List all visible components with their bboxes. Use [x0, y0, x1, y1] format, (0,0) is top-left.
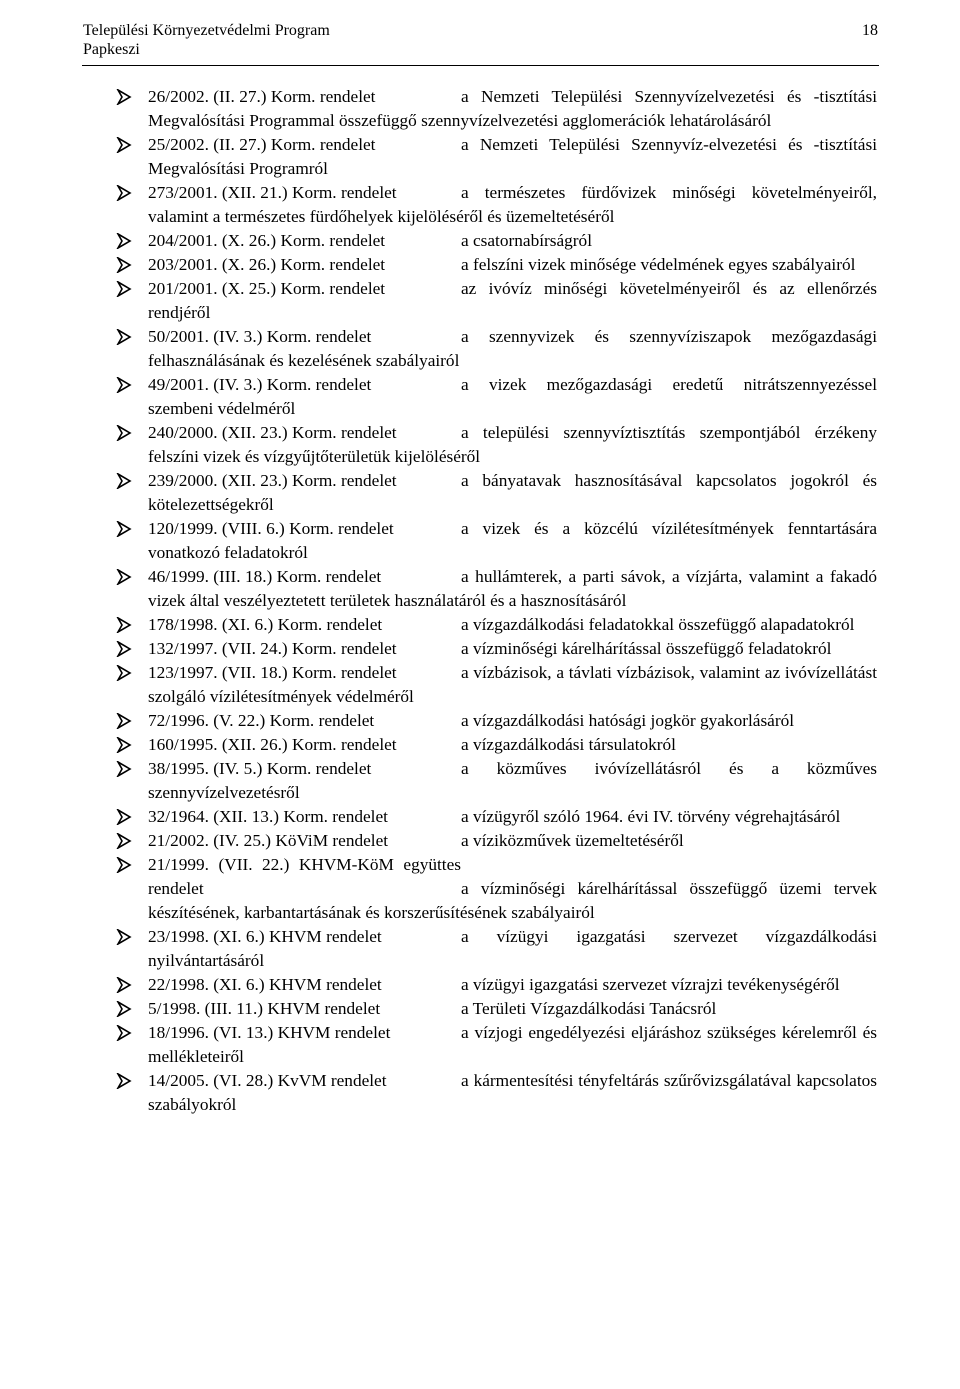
regulation-description: a vízgazdálkodási társulatokról [461, 735, 676, 754]
list-item [0, 1069, 960, 1117]
page-header [83, 21, 878, 59]
arrow-bullet-icon [116, 425, 132, 441]
arrow-bullet-icon [116, 281, 132, 297]
list-item-text [148, 85, 877, 133]
arrow-bullet-icon [116, 569, 132, 585]
list-item [0, 469, 960, 517]
regulation-reference: 22/1998. (XI. 6.) KHVM rendelet [148, 975, 382, 994]
regulation-reference: 120/1999. (VIII. 6.) Korm. rendelet [148, 519, 394, 538]
regulation-reference: 72/1996. (V. 22.) Korm. rendelet [148, 711, 375, 730]
regulation-reference: 38/1995. (IV. 5.) Korm. rendelet [148, 759, 372, 778]
list-item-text [148, 829, 877, 853]
arrow-bullet-icon [116, 713, 132, 729]
list-item [0, 181, 960, 229]
arrow-bullet-icon [116, 737, 132, 753]
regulation-description: a hullámterek, a parti sávok, a vízjárta, valamint a fakadó vizek által veszélyeztetett területek használatáról és a hasznosításáról [148, 567, 877, 610]
regulation-reference: 132/1997. (VII. 24.) Korm. rendelet [148, 639, 397, 658]
list-item-text [148, 637, 877, 661]
regulation-reference: 46/1999. (III. 18.) Korm. rendelet [148, 567, 382, 586]
list-item-text [148, 517, 877, 565]
regulation-description: a közműves ivóvízellátásról és a közműves szennyvízelvezetésről [148, 759, 877, 802]
list-item-text [148, 805, 877, 829]
regulation-reference: 21/2002. (IV. 25.) KöViM rendelet [148, 831, 389, 850]
page-number: 18 [862, 22, 878, 39]
regulation-description: a vízügyi igazgatási szervezet vízgazdálkodási nyilvántartásáról [148, 927, 877, 970]
list-item [0, 637, 960, 661]
regulation-reference: 23/1998. (XI. 6.) KHVM rendelet [148, 927, 382, 946]
regulation-description: a vizek és a közcélú vízilétesítmények fenntartására vonatkozó feladatokról [148, 519, 877, 562]
list-item [0, 805, 960, 829]
regulation-description: a víziközművek üzemeltetéséről [461, 831, 684, 850]
regulation-description: a vízminőségi kárelhárítással összefüggő üzemi tervek készítésének, karbantartásának és korszerűsítésének szabályairól [148, 879, 877, 922]
list-item-text [148, 757, 877, 805]
list-item [0, 997, 960, 1021]
list-item-text [148, 613, 877, 637]
header-subtitle: Papkeszi [83, 41, 140, 58]
regulation-reference: 240/2000. (XII. 23.) Korm. rendelet [148, 423, 397, 442]
arrow-bullet-icon [116, 185, 132, 201]
list-item-text [148, 181, 877, 229]
regulation-description: a települési szennyvíztisztítás szempontjából érzékeny felszíni vizek és vízgyűjtőterületük kijelöléséről [148, 423, 877, 466]
arrow-bullet-icon [116, 761, 132, 777]
regulation-reference: 201/2001. (X. 25.) Korm. rendelet [148, 279, 386, 298]
arrow-bullet-icon [116, 929, 132, 945]
regulation-reference: 273/2001. (XII. 21.) Korm. rendelet [148, 183, 397, 202]
arrow-bullet-icon [116, 473, 132, 489]
list-item-text [148, 1069, 877, 1117]
regulation-reference: 160/1995. (XII. 26.) Korm. rendelet [148, 735, 397, 754]
regulation-reference: 49/2001. (IV. 3.) Korm. rendelet [148, 375, 372, 394]
arrow-bullet-icon [116, 521, 132, 537]
arrow-bullet-icon [116, 617, 132, 633]
regulation-description: a Területi Vízgazdálkodási Tanácsról [461, 999, 717, 1018]
regulation-description: a bányatavak hasznosításával kapcsolatos jogokról és kötelezettségekről [148, 471, 877, 514]
header-title: Települési Környezetvédelmi Program [83, 22, 330, 39]
regulation-reference: 21/1999. (VII. 22.) KHVM-KöM együttes rendelet [148, 855, 461, 898]
list-item [0, 229, 960, 253]
list-item-text [148, 733, 877, 757]
regulation-reference: 204/2001. (X. 26.) Korm. rendelet [148, 231, 386, 250]
list-item [0, 757, 960, 805]
list-item [0, 133, 960, 181]
arrow-bullet-icon [116, 257, 132, 273]
regulation-description: a vízgazdálkodási feladatokkal összefüggő alapadatokról [461, 615, 855, 634]
list-item [0, 517, 960, 565]
arrow-bullet-icon [116, 329, 132, 345]
list-item-text [148, 925, 877, 973]
arrow-bullet-icon [116, 377, 132, 393]
list-item [0, 1021, 960, 1069]
regulation-description: a Nemzeti Települési Szennyvíz-elvezetési és -tisztítási Megvalósítási Programról [148, 135, 877, 178]
list-item-text [148, 469, 877, 517]
list-item [0, 565, 960, 613]
legislation-list [0, 85, 960, 1117]
regulation-description: a Nemzeti Települési Szennyvízelvezetési és -tisztítási Megvalósítási Programmal összefüggő szennyvízelvezetési agglomerációk lehatárolásáról [148, 87, 877, 130]
list-item [0, 925, 960, 973]
list-item-text [148, 253, 877, 277]
regulation-reference: 178/1998. (XI. 6.) Korm. rendelet [148, 615, 383, 634]
list-item [0, 373, 960, 421]
arrow-bullet-icon [116, 665, 132, 681]
list-item-text [148, 229, 877, 253]
regulation-description: az ivóvíz minőségi követelményeiről és az ellenőrzés rendjéről [148, 279, 877, 322]
list-item-text [148, 565, 877, 613]
regulation-reference: 18/1996. (VI. 13.) KHVM rendelet [148, 1023, 391, 1042]
list-item-text [148, 133, 877, 181]
regulation-reference: 14/2005. (VI. 28.) KvVM rendelet [148, 1071, 387, 1090]
list-item-text [148, 373, 877, 421]
regulation-description: a vízügyről szóló 1964. évi IV. törvény végrehajtásáról [461, 807, 841, 826]
regulation-reference: 32/1964. (XII. 13.) Korm. rendelet [148, 807, 388, 826]
list-item [0, 709, 960, 733]
arrow-bullet-icon [116, 137, 132, 153]
list-item-text [148, 277, 877, 325]
arrow-bullet-icon [116, 1025, 132, 1041]
list-item-text [148, 421, 877, 469]
list-item [0, 325, 960, 373]
regulation-reference: 203/2001. (X. 26.) Korm. rendelet [148, 255, 386, 274]
regulation-description: a természetes fürdővizek minőségi követelményeiről, valamint a természetes fürdőhelyek kijelöléséről és üzemeltetéséről [148, 183, 877, 226]
list-item [0, 853, 960, 925]
list-item [0, 277, 960, 325]
list-item-text [148, 709, 877, 733]
arrow-bullet-icon [116, 977, 132, 993]
arrow-bullet-icon [116, 857, 132, 873]
regulation-reference: 25/2002. (II. 27.) Korm. rendelet [148, 135, 376, 154]
arrow-bullet-icon [116, 1073, 132, 1089]
list-item [0, 829, 960, 853]
regulation-description: a csatornabírságról [461, 231, 592, 250]
regulation-description: a felszíni vizek minősége védelmének egyes szabályairól [461, 255, 856, 274]
arrow-bullet-icon [116, 233, 132, 249]
list-item [0, 613, 960, 637]
regulation-reference: 123/1997. (VII. 18.) Korm. rendelet [148, 663, 397, 682]
regulation-description: a vízjogi engedélyezési eljáráshoz szükséges kérelemről és mellékleteiről [148, 1023, 877, 1066]
regulation-reference: 26/2002. (II. 27.) Korm. rendelet [148, 87, 376, 106]
regulation-description: a kármentesítési tényfeltárás szűrővizsgálatával kapcsolatos szabályokról [148, 1071, 877, 1114]
list-item [0, 661, 960, 709]
regulation-description: a vízminőségi kárelhárítással összefüggő feladatokról [461, 639, 832, 658]
regulation-description: a vízügyi igazgatási szervezet vízrajzi tevékenységéről [461, 975, 840, 994]
regulation-reference: 239/2000. (XII. 23.) Korm. rendelet [148, 471, 397, 490]
list-item [0, 421, 960, 469]
regulation-description: a vizek mezőgazdasági eredetű nitrátszennyezéssel szembeni védelméről [148, 375, 877, 418]
header-divider [82, 65, 879, 66]
regulation-description: a vízgazdálkodási hatósági jogkör gyakorlásáról [461, 711, 795, 730]
list-item-text [148, 973, 877, 997]
list-item [0, 85, 960, 133]
list-item-text [148, 853, 877, 925]
list-item [0, 733, 960, 757]
regulation-reference: 5/1998. (III. 11.) KHVM rendelet [148, 999, 381, 1018]
list-item [0, 253, 960, 277]
list-item-text [148, 661, 877, 709]
arrow-bullet-icon [116, 809, 132, 825]
arrow-bullet-icon [116, 1001, 132, 1017]
arrow-bullet-icon [116, 833, 132, 849]
list-item-text [148, 1021, 877, 1069]
arrow-bullet-icon [116, 641, 132, 657]
list-item-text [148, 325, 877, 373]
regulation-reference: 50/2001. (IV. 3.) Korm. rendelet [148, 327, 372, 346]
arrow-bullet-icon [116, 89, 132, 105]
regulation-description: a vízbázisok, a távlati vízbázisok, valamint az ivóvízellátást szolgáló vízilétesítmények védelméről [148, 663, 877, 706]
list-item [0, 973, 960, 997]
regulation-description: a szennyvizek és szennyvíziszapok mezőgazdasági felhasználásának és kezelésének szabályairól [148, 327, 877, 370]
list-item-text [148, 997, 877, 1021]
